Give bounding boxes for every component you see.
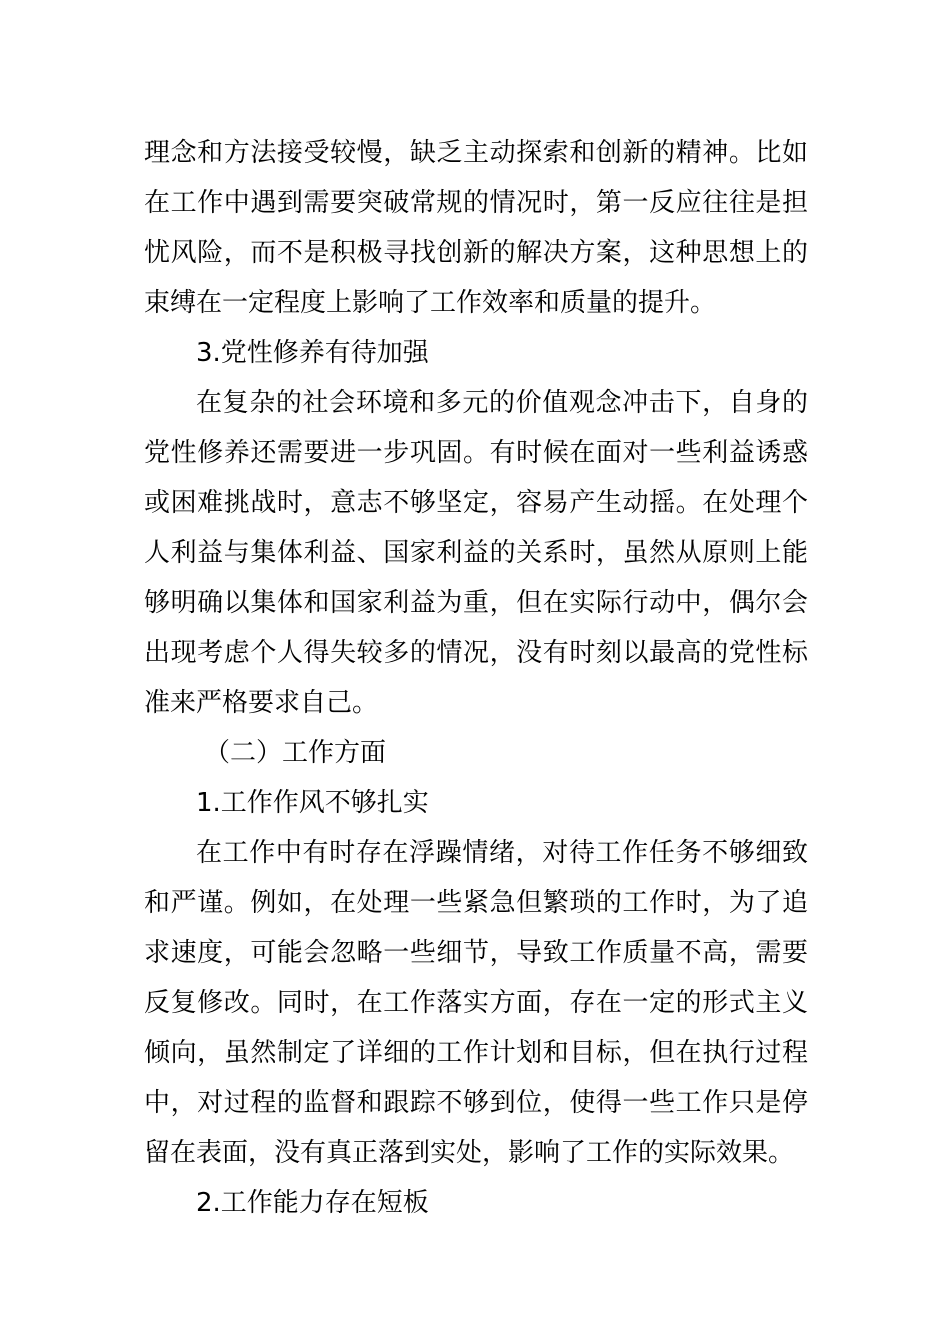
body-line: 或困难挑战时，意志不够坚定，容易产生动摇。在处理个 (144, 488, 808, 518)
body-line: 够明确以集体和国家利益为重，但在实际行动中，偶尔会 (144, 588, 808, 618)
body-line: 中，对过程的监督和跟踪不够到位，使得一些工作只是停 (144, 1088, 808, 1118)
body-line: 倾向，虽然制定了详细的工作计划和目标，但在执行过程 (144, 1038, 808, 1068)
body-line: 忧风险，而不是积极寻找创新的解决方案，这种思想上的 (144, 238, 808, 268)
document-body (144, 128, 808, 1228)
body-line: 在复杂的社会环境和多元的价值观念冲击下，自身的 (196, 388, 808, 418)
body-line: 人利益与集体利益、国家利益的关系时，虽然从原则上能 (144, 538, 808, 568)
body-line: 党性修养还需要进一步巩固。有时候在面对一些利益诱惑 (144, 438, 808, 468)
body-line: 在工作中有时存在浮躁情绪，对待工作任务不够细致 (196, 838, 808, 868)
body-line: 在工作中遇到需要突破常规的情况时，第一反应往往是担 (144, 188, 808, 218)
body-line: 和严谨。例如，在处理一些紧急但繁琐的工作时，为了追 (144, 888, 808, 918)
body-line: 留在表面，没有真正落到实处，影响了工作的实际效果。 (144, 1138, 795, 1168)
subheading-party-spirit: 3.党性修养有待加强 (196, 338, 429, 368)
body-line: 束缚在一定程度上影响了工作效率和质量的提升。 (144, 288, 717, 318)
body-line: 理念和方法接受较慢，缺乏主动探索和创新的精神。比如 (144, 138, 808, 168)
body-line: 求速度，可能会忽略一些细节，导致工作质量不高，需要 (144, 938, 808, 968)
body-line: 反复修改。同时，在工作落实方面，存在一定的形式主义 (144, 988, 808, 1018)
section-heading-work: （二）工作方面 (204, 738, 387, 768)
body-line: 准来严格要求自己。 (144, 688, 379, 718)
body-line: 出现考虑个人得失较多的情况，没有时刻以最高的党性标 (144, 638, 808, 668)
subheading-work-style: 1.工作作风不够扎实 (196, 788, 429, 818)
subheading-work-ability: 2.工作能力存在短板 (196, 1188, 429, 1218)
